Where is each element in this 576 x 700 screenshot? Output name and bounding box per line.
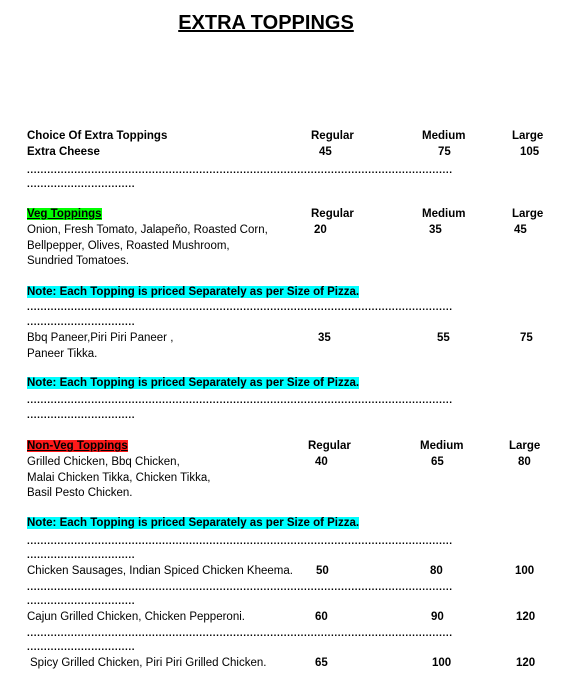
paneer-line-2: Paneer Tikka.	[27, 347, 98, 360]
veg-header-medium: Medium	[422, 208, 466, 220]
extra-cheese-regular: 45	[319, 146, 332, 158]
sausage-toppings-name: Chicken Sausages, Indian Spiced Chicken Kheema.	[27, 565, 293, 577]
veg-header-large: Large	[512, 208, 544, 220]
nonveg-line-3: Basil Pesto Chicken.	[27, 487, 133, 499]
spicy-price-medium: 100	[432, 657, 452, 669]
dotted-separator: ..............................................................................................................................	[27, 166, 453, 176]
paneer-price-medium: 55	[437, 332, 450, 344]
paneer-price-regular: 35	[318, 332, 331, 344]
header-label: Choice Of Extra Toppings	[27, 130, 168, 142]
dotted-separator: ..............................................................................................................................	[27, 537, 453, 547]
cajun-toppings-name: Cajun Grilled Chicken, Chicken Pepperoni.	[27, 611, 245, 623]
nonveg-price-medium: 65	[431, 456, 444, 468]
veg-price-regular: 20	[314, 224, 327, 236]
veg-line-1: Onion, Fresh Tomato, Jalapeño, Roasted Corn,	[27, 224, 268, 236]
nonveg-price-large: 80	[518, 456, 531, 468]
page-title: EXTRA TOPPINGS	[178, 12, 354, 34]
veg-line-2: Bellpepper, Olives, Roasted Mushroom,	[27, 239, 230, 252]
dotted-separator: ................................	[27, 643, 136, 653]
dotted-separator: ..............................................................................................................................	[27, 629, 453, 639]
dotted-separator: ..............................................................................................................................	[27, 303, 453, 313]
dotted-separator: ................................	[27, 551, 136, 561]
veg-header-regular: Regular	[311, 208, 354, 220]
dotted-separator: ................................	[27, 318, 136, 328]
sausage-price-regular: 50	[316, 565, 329, 577]
pricing-note: Note: Each Topping is priced Separately as per Size of Pizza.	[27, 517, 360, 529]
cajun-price-regular: 60	[315, 611, 328, 623]
extra-cheese-medium: 75	[438, 146, 451, 158]
paneer-toppings-list	[27, 331, 173, 362]
extra-cheese-large: 105	[520, 146, 540, 158]
dotted-separator: ................................	[27, 597, 136, 607]
cajun-price-large: 120	[516, 611, 536, 623]
veg-toppings-heading: Veg Toppings	[27, 208, 102, 220]
nonveg-toppings-list	[27, 455, 210, 502]
header-medium: Medium	[422, 130, 466, 142]
pricing-note: Note: Each Topping is priced Separately as per Size of Pizza.	[27, 377, 360, 389]
dotted-separator: ................................	[27, 411, 136, 421]
sausage-price-large: 100	[515, 565, 535, 577]
non-veg-toppings-heading: Non-Veg Toppings	[27, 440, 128, 452]
nonveg-header-regular: Regular	[308, 440, 351, 452]
extra-cheese-name: Extra Cheese	[27, 146, 100, 158]
nonveg-price-regular: 40	[315, 456, 328, 468]
spicy-toppings-name: Spicy Grilled Chicken, Piri Piri Grilled Chicken.	[30, 657, 267, 669]
veg-line-3: Sundried Tomatoes.	[27, 255, 130, 267]
paneer-price-large: 75	[520, 332, 533, 344]
dotted-separator: ..............................................................................................................................	[27, 583, 453, 593]
header-large: Large	[512, 130, 544, 142]
pricing-note: Note: Each Topping is priced Separately as per Size of Pizza.	[27, 286, 360, 298]
veg-price-large: 45	[514, 224, 527, 236]
nonveg-header-medium: Medium	[420, 440, 464, 452]
veg-toppings-list	[27, 223, 268, 270]
dotted-separator: ................................	[27, 180, 136, 190]
cajun-price-medium: 90	[431, 611, 444, 623]
spicy-price-regular: 65	[315, 657, 328, 669]
nonveg-header-large: Large	[509, 440, 541, 452]
header-regular: Regular	[311, 130, 354, 142]
paneer-line-1: Bbq Paneer,Piri Piri Paneer ,	[27, 332, 174, 344]
veg-price-medium: 35	[429, 224, 442, 236]
dotted-separator: ..............................................................................................................................	[27, 396, 453, 406]
nonveg-line-2: Malai Chicken Tikka, Chicken Tikka,	[27, 471, 211, 484]
sausage-price-medium: 80	[430, 565, 443, 577]
nonveg-line-1: Grilled Chicken, Bbq Chicken,	[27, 456, 180, 468]
spicy-price-large: 120	[516, 657, 536, 669]
